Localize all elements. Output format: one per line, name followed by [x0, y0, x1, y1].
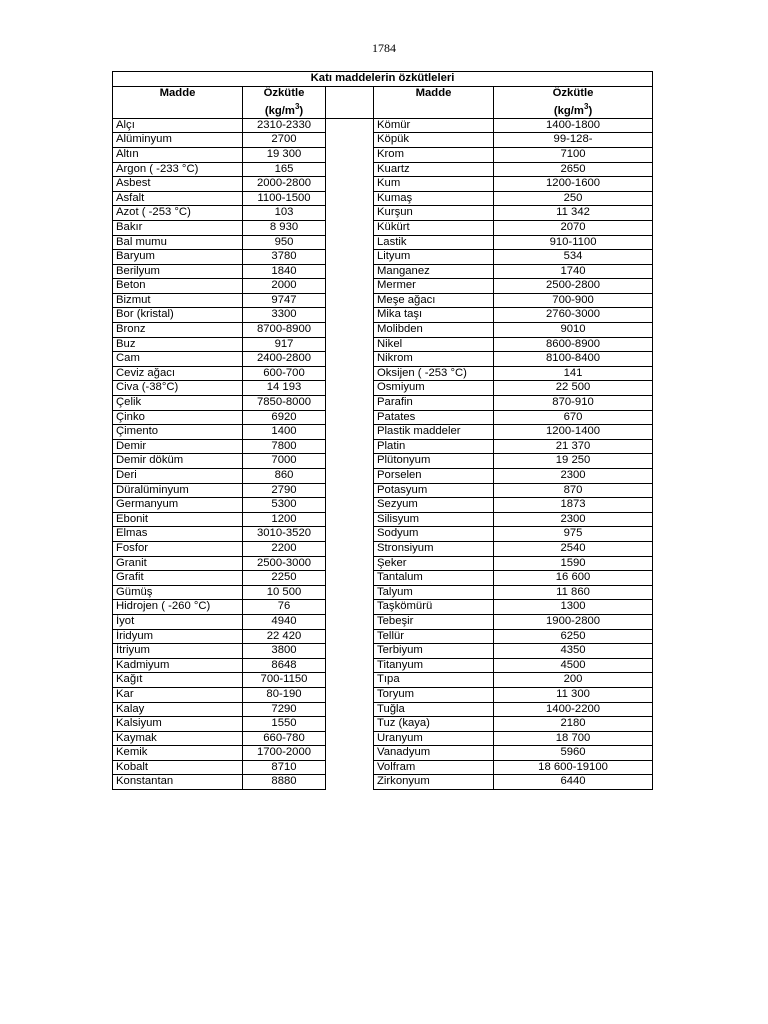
ozkutle-cell: 2500-2800 — [494, 279, 653, 294]
header-ozkutle-label: Özkütle — [263, 87, 305, 99]
madde-cell: Osmiyum — [374, 381, 494, 396]
table-row — [113, 279, 653, 294]
column-gap — [326, 133, 374, 148]
ozkutle-cell: 860 — [243, 469, 326, 484]
ozkutle-cell: 22 500 — [494, 381, 653, 396]
ozkutle-cell: 21 370 — [494, 439, 653, 454]
table-row — [113, 220, 653, 235]
table-row — [113, 614, 653, 629]
ozkutle-cell: 8100-8400 — [494, 352, 653, 367]
table-row — [113, 352, 653, 367]
column-gap — [326, 673, 374, 688]
ozkutle-cell: 870-910 — [494, 396, 653, 411]
ozkutle-cell: 6920 — [243, 410, 326, 425]
header-ozkutle-left — [243, 87, 326, 119]
madde-cell: Bakır — [113, 220, 243, 235]
ozkutle-cell: 910-1100 — [494, 235, 653, 250]
ozkutle-cell: 8700-8900 — [243, 323, 326, 338]
madde-cell: Ebonit — [113, 512, 243, 527]
ozkutle-cell: 1400-1800 — [494, 118, 653, 133]
column-gap — [326, 177, 374, 192]
column-gap — [326, 556, 374, 571]
madde-cell: Şeker — [374, 556, 494, 571]
ozkutle-cell: 22 420 — [243, 629, 326, 644]
column-gap — [326, 425, 374, 440]
table-row — [113, 527, 653, 542]
table-row — [113, 585, 653, 600]
madde-cell: Plütonyum — [374, 454, 494, 469]
table-row — [113, 571, 653, 586]
madde-cell: Molibden — [374, 323, 494, 338]
madde-cell: Terbiyum — [374, 644, 494, 659]
madde-cell: Konstantan — [113, 775, 243, 790]
table-row — [113, 381, 653, 396]
table-row — [113, 162, 653, 177]
madde-cell: Kükürt — [374, 220, 494, 235]
table-row — [113, 731, 653, 746]
madde-cell: Zirkonyum — [374, 775, 494, 790]
ozkutle-cell: 99-128- — [494, 133, 653, 148]
madde-cell: Demir döküm — [113, 454, 243, 469]
table-row — [113, 541, 653, 556]
ozkutle-cell: 2070 — [494, 220, 653, 235]
column-gap — [326, 352, 374, 367]
ozkutle-cell: 1400-2200 — [494, 702, 653, 717]
madde-cell: Potasyum — [374, 483, 494, 498]
column-gap — [326, 410, 374, 425]
column-gap — [326, 162, 374, 177]
table-row — [113, 118, 653, 133]
madde-cell: Nikrom — [374, 352, 494, 367]
madde-cell: Sezyum — [374, 498, 494, 513]
madde-cell: Düralüminyum — [113, 483, 243, 498]
ozkutle-cell: 250 — [494, 191, 653, 206]
column-gap — [326, 600, 374, 615]
table-row — [113, 556, 653, 571]
ozkutle-cell: 1740 — [494, 264, 653, 279]
madde-cell: Bal mumu — [113, 235, 243, 250]
madde-cell: Alüminyum — [113, 133, 243, 148]
table-row — [113, 366, 653, 381]
column-gap — [326, 731, 374, 746]
table-row — [113, 454, 653, 469]
table-row — [113, 191, 653, 206]
ozkutle-cell: 975 — [494, 527, 653, 542]
table-row — [113, 147, 653, 162]
table-row — [113, 396, 653, 411]
ozkutle-cell: 5300 — [243, 498, 326, 513]
ozkutle-cell: 3300 — [243, 308, 326, 323]
madde-cell: İtriyum — [113, 644, 243, 659]
table-row — [113, 410, 653, 425]
column-gap — [326, 717, 374, 732]
madde-cell: Silisyum — [374, 512, 494, 527]
madde-cell: Kuartz — [374, 162, 494, 177]
madde-cell: Kaymak — [113, 731, 243, 746]
table-row — [113, 250, 653, 265]
column-gap — [326, 585, 374, 600]
ozkutle-cell: 7800 — [243, 439, 326, 454]
madde-cell: Bronz — [113, 323, 243, 338]
madde-cell: Argon ( -233 °C) — [113, 162, 243, 177]
ozkutle-cell: 2250 — [243, 571, 326, 586]
madde-cell: Patates — [374, 410, 494, 425]
column-gap — [326, 220, 374, 235]
ozkutle-cell: 7290 — [243, 702, 326, 717]
column-gap — [326, 235, 374, 250]
madde-cell: Porselen — [374, 469, 494, 484]
madde-cell: Çelik — [113, 396, 243, 411]
madde-cell: Oksijen ( -253 °C) — [374, 366, 494, 381]
madde-cell: Cam — [113, 352, 243, 367]
madde-cell: Tuz (kaya) — [374, 717, 494, 732]
table-row — [113, 483, 653, 498]
header-madde-right: Madde — [374, 87, 494, 119]
ozkutle-cell: 76 — [243, 600, 326, 615]
ozkutle-cell: 6250 — [494, 629, 653, 644]
madde-cell: Bor (kristal) — [113, 308, 243, 323]
madde-cell: Toryum — [374, 687, 494, 702]
madde-cell: Granit — [113, 556, 243, 571]
ozkutle-cell: 9010 — [494, 323, 653, 338]
table-row — [113, 469, 653, 484]
madde-cell: Nikel — [374, 337, 494, 352]
madde-cell: Stronsiyum — [374, 541, 494, 556]
table-row — [113, 235, 653, 250]
madde-cell: Fosfor — [113, 541, 243, 556]
ozkutle-cell: 200 — [494, 673, 653, 688]
madde-cell: Beton — [113, 279, 243, 294]
ozkutle-cell: 4350 — [494, 644, 653, 659]
table-row — [113, 658, 653, 673]
table-row — [113, 687, 653, 702]
ozkutle-cell: 1300 — [494, 600, 653, 615]
ozkutle-cell: 18 700 — [494, 731, 653, 746]
madde-cell: Buz — [113, 337, 243, 352]
madde-cell: Bizmut — [113, 293, 243, 308]
ozkutle-cell: 5960 — [494, 746, 653, 761]
madde-cell: İyot — [113, 614, 243, 629]
ozkutle-cell: 3780 — [243, 250, 326, 265]
header-unit: $(kg/m^3)$ — [264, 102, 304, 117]
column-gap — [326, 323, 374, 338]
table-row — [113, 133, 653, 148]
madde-cell: Mika taşı — [374, 308, 494, 323]
madde-cell: Alçı — [113, 118, 243, 133]
ozkutle-cell: 2790 — [243, 483, 326, 498]
table-row — [113, 512, 653, 527]
madde-cell: Elmas — [113, 527, 243, 542]
madde-cell: Tantalum — [374, 571, 494, 586]
madde-cell: Altın — [113, 147, 243, 162]
madde-cell: İridyum — [113, 629, 243, 644]
madde-cell: Lastik — [374, 235, 494, 250]
table-row — [113, 775, 653, 790]
ozkutle-cell: 19 250 — [494, 454, 653, 469]
madde-cell: Mermer — [374, 279, 494, 294]
madde-cell: Civa (-38°C) — [113, 381, 243, 396]
ozkutle-cell: 1873 — [494, 498, 653, 513]
ozkutle-cell: 1550 — [243, 717, 326, 732]
ozkutle-cell: 11 342 — [494, 206, 653, 221]
ozkutle-cell: 8880 — [243, 775, 326, 790]
page-number: 1784 — [372, 41, 396, 55]
madde-cell: Germanyum — [113, 498, 243, 513]
ozkutle-cell: 1200-1400 — [494, 425, 653, 440]
madde-cell: Vanadyum — [374, 746, 494, 761]
column-gap — [326, 454, 374, 469]
madde-cell: Tebeşir — [374, 614, 494, 629]
ozkutle-cell: 2400-2800 — [243, 352, 326, 367]
table-row — [113, 439, 653, 454]
column-gap — [326, 87, 374, 119]
table-row — [113, 644, 653, 659]
madde-cell: Sodyum — [374, 527, 494, 542]
madde-cell: Kağıt — [113, 673, 243, 688]
madde-cell: Platin — [374, 439, 494, 454]
table-row — [113, 177, 653, 192]
ozkutle-cell: 2000 — [243, 279, 326, 294]
table-row — [113, 425, 653, 440]
density-table — [112, 71, 653, 790]
ozkutle-cell: 7850-8000 — [243, 396, 326, 411]
table-row — [113, 308, 653, 323]
madde-cell: Asfalt — [113, 191, 243, 206]
column-gap — [326, 396, 374, 411]
madde-cell: Kemik — [113, 746, 243, 761]
column-gap — [326, 337, 374, 352]
madde-cell: Azot ( -253 °C) — [113, 206, 243, 221]
table-body — [113, 118, 653, 789]
column-gap — [326, 760, 374, 775]
ozkutle-cell: 1400 — [243, 425, 326, 440]
table-row — [113, 760, 653, 775]
ozkutle-cell: 600-700 — [243, 366, 326, 381]
madde-cell: Baryum — [113, 250, 243, 265]
madde-cell: Kadmiyum — [113, 658, 243, 673]
column-gap — [326, 279, 374, 294]
column-gap — [326, 746, 374, 761]
madde-cell: Kum — [374, 177, 494, 192]
ozkutle-cell: 80-190 — [243, 687, 326, 702]
column-gap — [326, 775, 374, 790]
table-row — [113, 702, 653, 717]
column-gap — [326, 483, 374, 498]
madde-cell: Hidrojen ( -260 °C) — [113, 600, 243, 615]
madde-cell: Krom — [374, 147, 494, 162]
madde-cell: Kurşun — [374, 206, 494, 221]
column-gap — [326, 293, 374, 308]
madde-cell: Asbest — [113, 177, 243, 192]
ozkutle-cell: 2180 — [494, 717, 653, 732]
column-gap — [326, 498, 374, 513]
ozkutle-cell: 870 — [494, 483, 653, 498]
column-gap — [326, 527, 374, 542]
ozkutle-cell: 18 600-19100 — [494, 760, 653, 775]
column-gap — [326, 702, 374, 717]
column-gap — [326, 308, 374, 323]
ozkutle-cell: 1200-1600 — [494, 177, 653, 192]
ozkutle-cell: 4500 — [494, 658, 653, 673]
ozkutle-cell: 8710 — [243, 760, 326, 775]
madde-cell: Uranyum — [374, 731, 494, 746]
column-gap — [326, 264, 374, 279]
ozkutle-cell: 917 — [243, 337, 326, 352]
ozkutle-cell: 1700-2000 — [243, 746, 326, 761]
table-row — [113, 717, 653, 732]
ozkutle-cell: 141 — [494, 366, 653, 381]
ozkutle-cell: 660-780 — [243, 731, 326, 746]
ozkutle-cell: 9747 — [243, 293, 326, 308]
ozkutle-cell: 1200 — [243, 512, 326, 527]
column-gap — [326, 571, 374, 586]
ozkutle-cell: 950 — [243, 235, 326, 250]
ozkutle-cell: 2200 — [243, 541, 326, 556]
table-row — [113, 264, 653, 279]
madde-cell: Manganez — [374, 264, 494, 279]
ozkutle-cell: 165 — [243, 162, 326, 177]
ozkutle-cell: 534 — [494, 250, 653, 265]
column-gap — [326, 629, 374, 644]
madde-cell: Taşkömürü — [374, 600, 494, 615]
ozkutle-cell: 4940 — [243, 614, 326, 629]
column-gap — [326, 512, 374, 527]
table-row — [113, 600, 653, 615]
ozkutle-cell: 670 — [494, 410, 653, 425]
column-gap — [326, 614, 374, 629]
madde-cell: Plastik maddeler — [374, 425, 494, 440]
ozkutle-cell: 8648 — [243, 658, 326, 673]
ozkutle-cell: 2000-2800 — [243, 177, 326, 192]
madde-cell: Gümüş — [113, 585, 243, 600]
madde-cell: Berilyum — [113, 264, 243, 279]
ozkutle-cell: 2760-3000 — [494, 308, 653, 323]
table-row — [113, 337, 653, 352]
madde-cell: Tellür — [374, 629, 494, 644]
madde-cell: Kömür — [374, 118, 494, 133]
ozkutle-cell: 2540 — [494, 541, 653, 556]
column-gap — [326, 191, 374, 206]
column-gap — [326, 439, 374, 454]
ozkutle-cell: 700-900 — [494, 293, 653, 308]
ozkutle-cell: 2310-2330 — [243, 118, 326, 133]
column-gap — [326, 206, 374, 221]
madde-cell: Demir — [113, 439, 243, 454]
ozkutle-cell: 3010-3520 — [243, 527, 326, 542]
ozkutle-cell: 11 300 — [494, 687, 653, 702]
column-gap — [326, 118, 374, 133]
header-ozkutle-right — [494, 87, 653, 119]
ozkutle-cell: 8 930 — [243, 220, 326, 235]
column-gap — [326, 250, 374, 265]
ozkutle-cell: 103 — [243, 206, 326, 221]
table-row — [113, 206, 653, 221]
header-madde-left: Madde — [113, 87, 243, 119]
madde-cell: Kar — [113, 687, 243, 702]
column-gap — [326, 644, 374, 659]
madde-cell: Kobalt — [113, 760, 243, 775]
table-row — [113, 323, 653, 338]
column-gap — [326, 687, 374, 702]
madde-cell: Köpük — [374, 133, 494, 148]
madde-cell: Volfram — [374, 760, 494, 775]
madde-cell: Titanyum — [374, 658, 494, 673]
ozkutle-cell: 1840 — [243, 264, 326, 279]
madde-cell: Kumaş — [374, 191, 494, 206]
table-row — [113, 746, 653, 761]
table-row — [113, 498, 653, 513]
column-gap — [326, 381, 374, 396]
ozkutle-cell: 7000 — [243, 454, 326, 469]
madde-cell: Grafit — [113, 571, 243, 586]
ozkutle-cell: 14 193 — [243, 381, 326, 396]
header-ozkutle-label: Özkütle — [552, 87, 594, 99]
ozkutle-cell: 700-1150 — [243, 673, 326, 688]
column-gap — [326, 147, 374, 162]
column-gap — [326, 658, 374, 673]
ozkutle-cell: 16 600 — [494, 571, 653, 586]
madde-cell: Ceviz ağacı — [113, 366, 243, 381]
ozkutle-cell: 1590 — [494, 556, 653, 571]
madde-cell: Lityum — [374, 250, 494, 265]
column-gap — [326, 366, 374, 381]
table-row — [113, 673, 653, 688]
madde-cell: Parafin — [374, 396, 494, 411]
madde-cell: Kalsiyum — [113, 717, 243, 732]
ozkutle-cell: 10 500 — [243, 585, 326, 600]
ozkutle-cell: 2700 — [243, 133, 326, 148]
madde-cell: Meşe ağacı — [374, 293, 494, 308]
ozkutle-cell: 19 300 — [243, 147, 326, 162]
madde-cell: Çinko — [113, 410, 243, 425]
ozkutle-cell: 6440 — [494, 775, 653, 790]
madde-cell: Tuğla — [374, 702, 494, 717]
column-gap — [326, 469, 374, 484]
madde-cell: Talyum — [374, 585, 494, 600]
column-gap — [326, 541, 374, 556]
header-unit: $(kg/m^3)$ — [553, 102, 593, 117]
madde-cell: Kalay — [113, 702, 243, 717]
ozkutle-cell: 2650 — [494, 162, 653, 177]
madde-cell: Tıpa — [374, 673, 494, 688]
table-title: Katı maddelerin özkütleleri — [113, 72, 653, 87]
ozkutle-cell: 1100-1500 — [243, 191, 326, 206]
ozkutle-cell: 2300 — [494, 512, 653, 527]
ozkutle-cell: 3800 — [243, 644, 326, 659]
ozkutle-cell: 8600-8900 — [494, 337, 653, 352]
ozkutle-cell: 11 860 — [494, 585, 653, 600]
ozkutle-cell: 7100 — [494, 147, 653, 162]
ozkutle-cell: 2300 — [494, 469, 653, 484]
ozkutle-cell: 1900-2800 — [494, 614, 653, 629]
table-row — [113, 293, 653, 308]
madde-cell: Deri — [113, 469, 243, 484]
table-row — [113, 629, 653, 644]
madde-cell: Çimento — [113, 425, 243, 440]
ozkutle-cell: 2500-3000 — [243, 556, 326, 571]
